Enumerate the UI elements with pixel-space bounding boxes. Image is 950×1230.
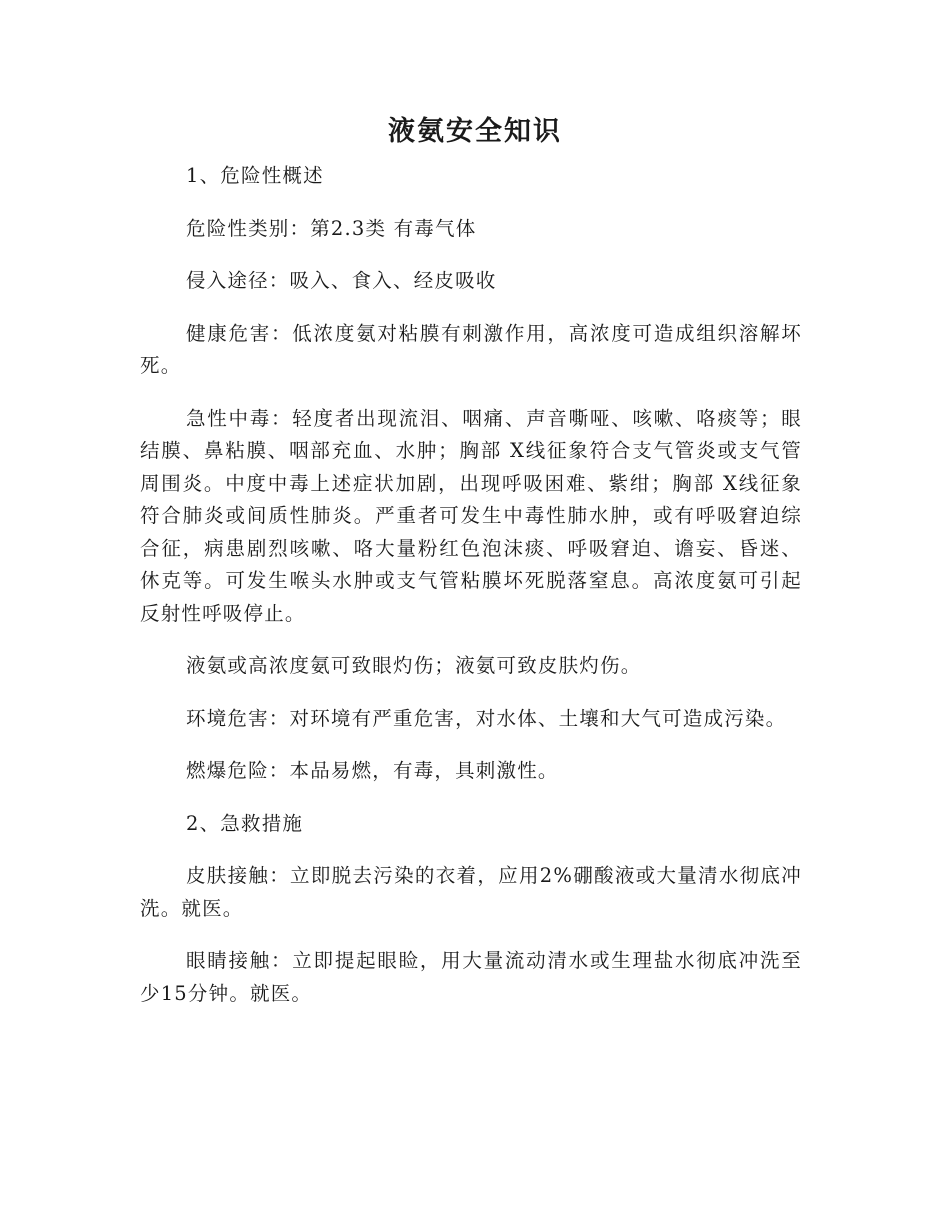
paragraph-environmental-hazard: 环境危害：对环境有严重危害，对水体、土壤和大气可造成污染。 (186, 706, 787, 730)
paragraph-skin-contact: 皮肤接触：立即脱去污染的衣着，应用2%硼酸液或大量清水彻底冲洗。就医。 (140, 864, 802, 920)
paragraph-exposure-routes: 侵入途径：吸入、食入、经皮吸收 (186, 269, 497, 292)
paragraph-eye-contact: 眼睛接触：立即提起眼睑，用大量流动清水或生理盐水彻底冲洗至少15分钟。就医。 (140, 949, 802, 1005)
document-body (140, 160, 802, 1030)
paragraph-fire-explosion-hazard: 燃爆危险：本品易燃，有毒，具刺激性。 (186, 759, 559, 782)
paragraph-health-hazard: 健康危害：低浓度氨对粘膜有刺激作用，高浓度可造成组织溶解坏死。 (140, 321, 802, 377)
section-heading-first-aid: 2、急救措施 (186, 811, 304, 835)
paragraph-burns: 液氨或高浓度氨可致眼灼伤；液氨可致皮肤灼伤。 (186, 654, 642, 677)
document-title: 液氨安全知识 (388, 116, 562, 147)
paragraph-acute-poisoning: 急性中毒：轻度者出现流泪、咽痛、声音嘶哑、咳嗽、咯痰等；眼结膜、鼻粘膜、咽部充血、水肿；胸部 X线征象符合支气管炎或支气管周围炎。中度中毒上述症状加剧，出现呼吸困难、紫绀；胸部 X线征象符合肺炎或间质性肺炎。严重者可发生中毒性肺水肿，或有呼吸窘迫综合征，病患剧烈咳嗽、咯大量粉红色泡沫痰、呼吸窘迫、谵妄、昏迷、休克等。可发生喉头水肿或支气管粘膜坏死脱落窒息。高浓度氨可引起反射性呼吸停止。 (140, 406, 802, 625)
section-heading-hazard-overview: 1、危险性概述 (186, 164, 324, 187)
paragraph-hazard-class: 危险性类别：第2.3类 有毒气体 (186, 216, 477, 240)
